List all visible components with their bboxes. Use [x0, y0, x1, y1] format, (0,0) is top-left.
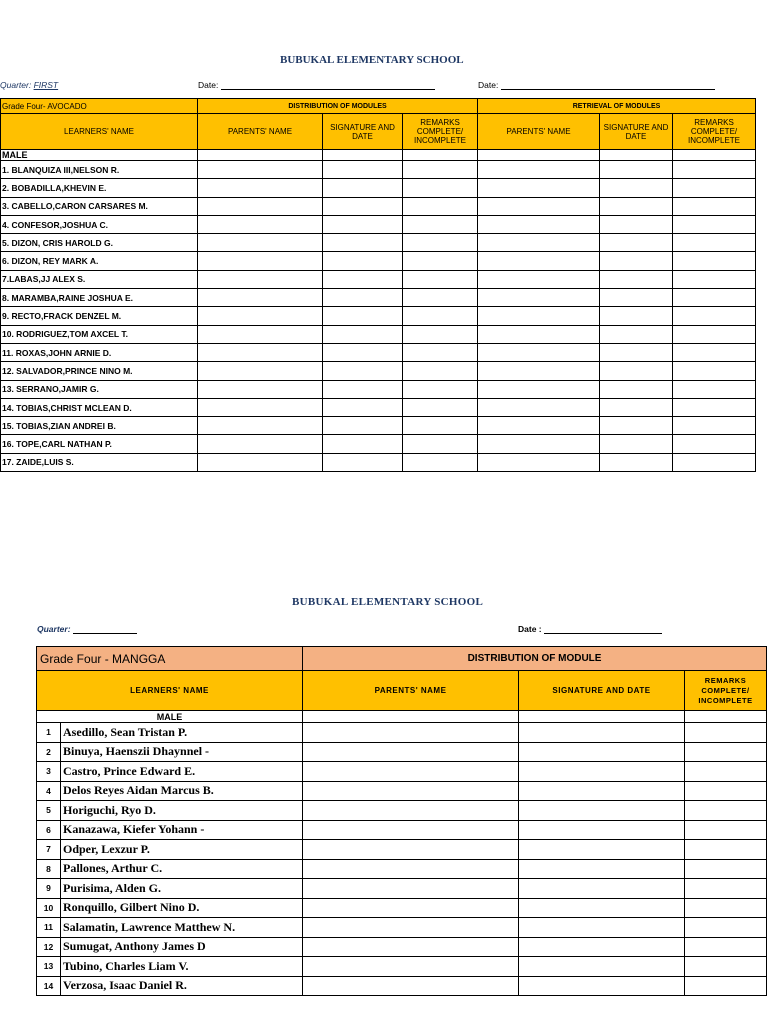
distribution-header: DISTRIBUTION OF MODULES: [198, 99, 478, 114]
blank-cell: [685, 898, 767, 918]
table-row: [37, 840, 767, 860]
col-learners-name: LEARNERS' NAME: [1, 114, 198, 150]
blank-cell: [519, 957, 685, 977]
blank-cell: [519, 742, 685, 762]
blank-cell: [323, 252, 403, 270]
blank-cell: [303, 898, 519, 918]
blank-cell: [323, 380, 403, 398]
blank-cell: [478, 398, 600, 416]
blank-cell: [478, 161, 600, 179]
distribution-date-field: [198, 80, 435, 90]
blank-cell: [685, 801, 767, 821]
blank-cell: [198, 270, 323, 288]
learner-name: Asedillo, Sean Tristan P.: [61, 723, 303, 743]
blank-cell: [600, 179, 673, 197]
row-number: 12: [37, 937, 61, 957]
blank-cell: [323, 435, 403, 453]
blank-cell: [600, 234, 673, 252]
table-row: [37, 937, 767, 957]
grade-section: Grade Four- AVOCADO: [1, 99, 198, 114]
blank-cell: [478, 215, 600, 233]
blank-cell: [198, 453, 323, 471]
blank-cell: [685, 840, 767, 860]
blank-cell: [478, 362, 600, 380]
table-row: [37, 762, 767, 782]
blank-cell: [685, 762, 767, 782]
blank-cell: [519, 859, 685, 879]
learner-name: Sumugat, Anthony James D: [61, 937, 303, 957]
learner-name: Castro, Prince Edward E.: [61, 762, 303, 782]
blank-cell: [403, 307, 478, 325]
col-signature-date: SIGNATURE AND DATE: [323, 114, 403, 150]
learner-name: 15. TOBIAS,ZIAN ANDREI B.: [1, 417, 198, 435]
blank-cell: [198, 417, 323, 435]
table-row: [1, 307, 756, 325]
col-remarks: REMARKS COMPLETE/ INCOMPLETE: [673, 114, 756, 150]
learner-name: Binuya, Haenszii Dhaynnel -: [61, 742, 303, 762]
blank-cell: [403, 179, 478, 197]
blank-cell: [519, 781, 685, 801]
blank-cell: [323, 215, 403, 233]
row-number: 7: [37, 840, 61, 860]
blank-cell: [323, 161, 403, 179]
table-row: [1, 398, 756, 416]
date-blank: [544, 633, 662, 634]
blank-cell: [519, 801, 685, 821]
blank-cell: [673, 234, 756, 252]
table-row: [1, 380, 756, 398]
blank-cell: [600, 215, 673, 233]
blank-cell: [478, 343, 600, 361]
quarter-field: [37, 624, 137, 634]
blank-cell: [673, 197, 756, 215]
date-blank: [501, 89, 715, 90]
learner-name: Tubino, Charles Liam V.: [61, 957, 303, 977]
col-learners-name: LEARNERS' NAME: [37, 671, 303, 711]
col-signature-date: SIGNATURE AND DATE: [600, 114, 673, 150]
table-row: [1, 161, 756, 179]
retrieval-date-field: [478, 80, 715, 90]
blank-cell: [198, 362, 323, 380]
table-row: [1, 325, 756, 343]
blank-cell: [600, 453, 673, 471]
blank-cell: [600, 197, 673, 215]
table-row: [1, 343, 756, 361]
blank-cell: [323, 453, 403, 471]
table-row: [37, 801, 767, 821]
blank-cell: [685, 879, 767, 899]
row-number: 9: [37, 879, 61, 899]
learner-name: Horiguchi, Ryo D.: [61, 801, 303, 821]
blank-cell: [323, 307, 403, 325]
blank-cell: [198, 435, 323, 453]
quarter-label: Quarter:: [0, 80, 32, 90]
blank-cell: [600, 289, 673, 307]
blank-cell: [198, 325, 323, 343]
blank-cell: [673, 435, 756, 453]
blank-cell: [600, 325, 673, 343]
blank-cell: [198, 234, 323, 252]
table-row: [1, 289, 756, 307]
blank-cell: [303, 840, 519, 860]
blank-cell: [673, 417, 756, 435]
table-row: [37, 957, 767, 977]
blank-cell: [519, 879, 685, 899]
blank-cell: [600, 252, 673, 270]
row-number: 14: [37, 976, 61, 996]
blank-cell: [519, 898, 685, 918]
learner-name: 8. MARAMBA,RAINE JOSHUA E.: [1, 289, 198, 307]
blank-cell: [519, 937, 685, 957]
blank-cell: [198, 179, 323, 197]
blank-cell: [323, 343, 403, 361]
learner-name: Delos Reyes Aidan Marcus B.: [61, 781, 303, 801]
col-parents-name: PARENTS' NAME: [303, 671, 519, 711]
blank-cell: [478, 325, 600, 343]
blank-cell: [519, 723, 685, 743]
blank-cell: [478, 234, 600, 252]
blank-cell: [198, 252, 323, 270]
blank-cell: [685, 937, 767, 957]
row-number: 2: [37, 742, 61, 762]
blank-cell: [403, 343, 478, 361]
col-parents-name: PARENTS' NAME: [478, 114, 600, 150]
blank-cell: [673, 453, 756, 471]
row-number: 4: [37, 781, 61, 801]
table-row: [37, 898, 767, 918]
blank-cell: [303, 762, 519, 782]
blank-cell: [403, 435, 478, 453]
blank-cell: [323, 197, 403, 215]
blank-cell: [685, 957, 767, 977]
blank-cell: [403, 398, 478, 416]
blank-cell: [478, 270, 600, 288]
blank-cell: [685, 742, 767, 762]
table-row: [37, 976, 767, 996]
table-row: [37, 820, 767, 840]
blank-cell: [478, 380, 600, 398]
module-table-mangga: [36, 646, 767, 996]
blank-cell: [673, 307, 756, 325]
table-row: [37, 723, 767, 743]
blank-cell: [403, 453, 478, 471]
row-number: 10: [37, 898, 61, 918]
blank-cell: [673, 215, 756, 233]
blank-cell: [303, 742, 519, 762]
blank-cell: [323, 270, 403, 288]
quarter-blank: [73, 633, 137, 634]
blank-cell: [600, 362, 673, 380]
learner-name: Odper, Lexzur P.: [61, 840, 303, 860]
table-row: [1, 197, 756, 215]
learner-name: 14. TOBIAS,CHRIST MCLEAN D.: [1, 398, 198, 416]
blank-cell: [478, 179, 600, 197]
blank-cell: [600, 161, 673, 179]
retrieval-header: RETRIEVAL OF MODULES: [478, 99, 756, 114]
learner-name: Ronquillo, Gilbert Nino D.: [61, 898, 303, 918]
blank-cell: [673, 325, 756, 343]
table-row: [1, 179, 756, 197]
blank-cell: [403, 197, 478, 215]
learner-name: 9. RECTO,FRACK DENZEL M.: [1, 307, 198, 325]
table-row: [1, 270, 756, 288]
row-number: 1: [37, 723, 61, 743]
quarter-field: [0, 80, 58, 90]
date-label: Date :: [518, 624, 542, 634]
date-label: Date:: [478, 80, 499, 90]
learner-name: Purisima, Alden G.: [61, 879, 303, 899]
blank-cell: [403, 252, 478, 270]
blank-cell: [323, 398, 403, 416]
table-row: [37, 859, 767, 879]
blank-cell: [673, 270, 756, 288]
blank-cell: [303, 957, 519, 977]
blank-cell: [198, 289, 323, 307]
blank-cell: [519, 840, 685, 860]
blank-cell: [519, 976, 685, 996]
distribution-header: DISTRIBUTION OF MODULE: [303, 647, 767, 671]
blank-cell: [303, 918, 519, 938]
learner-name: 13. SERRANO,JAMIR G.: [1, 380, 198, 398]
blank-cell: [673, 398, 756, 416]
blank-cell: [198, 343, 323, 361]
table-row: [37, 781, 767, 801]
blank-cell: [303, 937, 519, 957]
blank-cell: [403, 362, 478, 380]
blank-cell: [478, 307, 600, 325]
blank-cell: [600, 343, 673, 361]
col-signature-date: SIGNATURE AND DATE: [519, 671, 685, 711]
blank-cell: [198, 307, 323, 325]
learner-name: Verzosa, Isaac Daniel R.: [61, 976, 303, 996]
table-row: [1, 252, 756, 270]
blank-cell: [403, 215, 478, 233]
row-number: 8: [37, 859, 61, 879]
learner-name: 11. ROXAS,JOHN ARNIE D.: [1, 343, 198, 361]
blank-cell: [600, 270, 673, 288]
learner-name: 4. CONFESOR,JOSHUA C.: [1, 215, 198, 233]
blank-cell: [403, 417, 478, 435]
blank-cell: [685, 820, 767, 840]
blank-cell: [323, 289, 403, 307]
date-label: Date:: [198, 80, 219, 90]
learner-name: 5. DIZON, CRIS HAROLD G.: [1, 234, 198, 252]
blank-cell: [323, 179, 403, 197]
table-row: [1, 417, 756, 435]
col-parents-name: PARENTS' NAME: [198, 114, 323, 150]
blank-cell: [303, 820, 519, 840]
blank-cell: [600, 380, 673, 398]
blank-cell: [303, 723, 519, 743]
blank-cell: [303, 801, 519, 821]
blank-cell: [600, 307, 673, 325]
learner-name: Kanazawa, Kiefer Yohann -: [61, 820, 303, 840]
blank-cell: [519, 762, 685, 782]
blank-cell: [600, 417, 673, 435]
blank-cell: [403, 325, 478, 343]
learner-name: 6. DIZON, REY MARK A.: [1, 252, 198, 270]
blank-cell: [198, 380, 323, 398]
blank-cell: [403, 289, 478, 307]
male-label: MALE: [37, 711, 303, 723]
quarter-value: FIRST: [33, 80, 59, 90]
row-number: 5: [37, 801, 61, 821]
blank-cell: [673, 161, 756, 179]
blank-cell: [478, 417, 600, 435]
table-row: [1, 234, 756, 252]
row-number: 6: [37, 820, 61, 840]
learner-name: 1. BLANQUIZA III,NELSON R.: [1, 161, 198, 179]
blank-cell: [403, 270, 478, 288]
blank-cell: [198, 197, 323, 215]
blank-cell: [685, 859, 767, 879]
date-field: [518, 624, 662, 634]
table-row: [1, 362, 756, 380]
blank-cell: [519, 820, 685, 840]
blank-cell: [478, 197, 600, 215]
table-row: [1, 453, 756, 471]
learner-name: 17. ZAIDE,LUIS S.: [1, 453, 198, 471]
blank-cell: [303, 879, 519, 899]
blank-cell: [478, 289, 600, 307]
blank-cell: [303, 859, 519, 879]
date-blank: [221, 89, 435, 90]
learner-name: 10. RODRIGUEZ,TOM AXCEL T.: [1, 325, 198, 343]
blank-cell: [323, 362, 403, 380]
table-row: [1, 215, 756, 233]
learner-name: 12. SALVADOR,PRINCE NINO M.: [1, 362, 198, 380]
module-table-avocado: [0, 98, 756, 472]
row-number: 3: [37, 762, 61, 782]
blank-cell: [478, 453, 600, 471]
school-title: BUBUKAL ELEMENTARY SCHOOL: [280, 54, 464, 66]
school-title: BUBUKAL ELEMENTARY SCHOOL: [292, 596, 484, 608]
blank-cell: [478, 435, 600, 453]
blank-cell: [673, 289, 756, 307]
blank-cell: [323, 417, 403, 435]
col-remarks: REMARKS COMPLETE/ INCOMPLETE: [403, 114, 478, 150]
blank-cell: [685, 918, 767, 938]
blank-cell: [685, 781, 767, 801]
blank-cell: [198, 398, 323, 416]
row-number: 11: [37, 918, 61, 938]
blank-cell: [198, 161, 323, 179]
table-row: [37, 742, 767, 762]
learner-name: 2. BOBADILLA,KHEVIN E.: [1, 179, 198, 197]
blank-cell: [673, 362, 756, 380]
blank-cell: [600, 435, 673, 453]
learner-name: 16. TOPE,CARL NATHAN P.: [1, 435, 198, 453]
blank-cell: [519, 918, 685, 938]
blank-cell: [673, 252, 756, 270]
blank-cell: [685, 976, 767, 996]
blank-cell: [673, 343, 756, 361]
blank-cell: [323, 234, 403, 252]
learner-name: 3. CABELLO,CARON CARSARES M.: [1, 197, 198, 215]
table-row: [37, 879, 767, 899]
blank-cell: [303, 976, 519, 996]
male-label: MALE: [1, 150, 198, 161]
col-remarks: REMARKS COMPLETE/ INCOMPLETE: [685, 671, 767, 711]
blank-cell: [403, 161, 478, 179]
table-row: [1, 435, 756, 453]
blank-cell: [478, 252, 600, 270]
blank-cell: [323, 325, 403, 343]
blank-cell: [685, 723, 767, 743]
learner-name: 7.LABAS,JJ ALEX S.: [1, 270, 198, 288]
learner-name: Pallones, Arthur C.: [61, 859, 303, 879]
blank-cell: [403, 234, 478, 252]
blank-cell: [600, 398, 673, 416]
learner-name: Salamatin, Lawrence Matthew N.: [61, 918, 303, 938]
blank-cell: [198, 215, 323, 233]
row-number: 13: [37, 957, 61, 977]
blank-cell: [673, 179, 756, 197]
quarter-label: Quarter:: [37, 624, 71, 634]
grade-section: Grade Four - MANGGA: [37, 647, 303, 671]
blank-cell: [403, 380, 478, 398]
blank-cell: [673, 380, 756, 398]
blank-cell: [303, 781, 519, 801]
table-row: [37, 918, 767, 938]
